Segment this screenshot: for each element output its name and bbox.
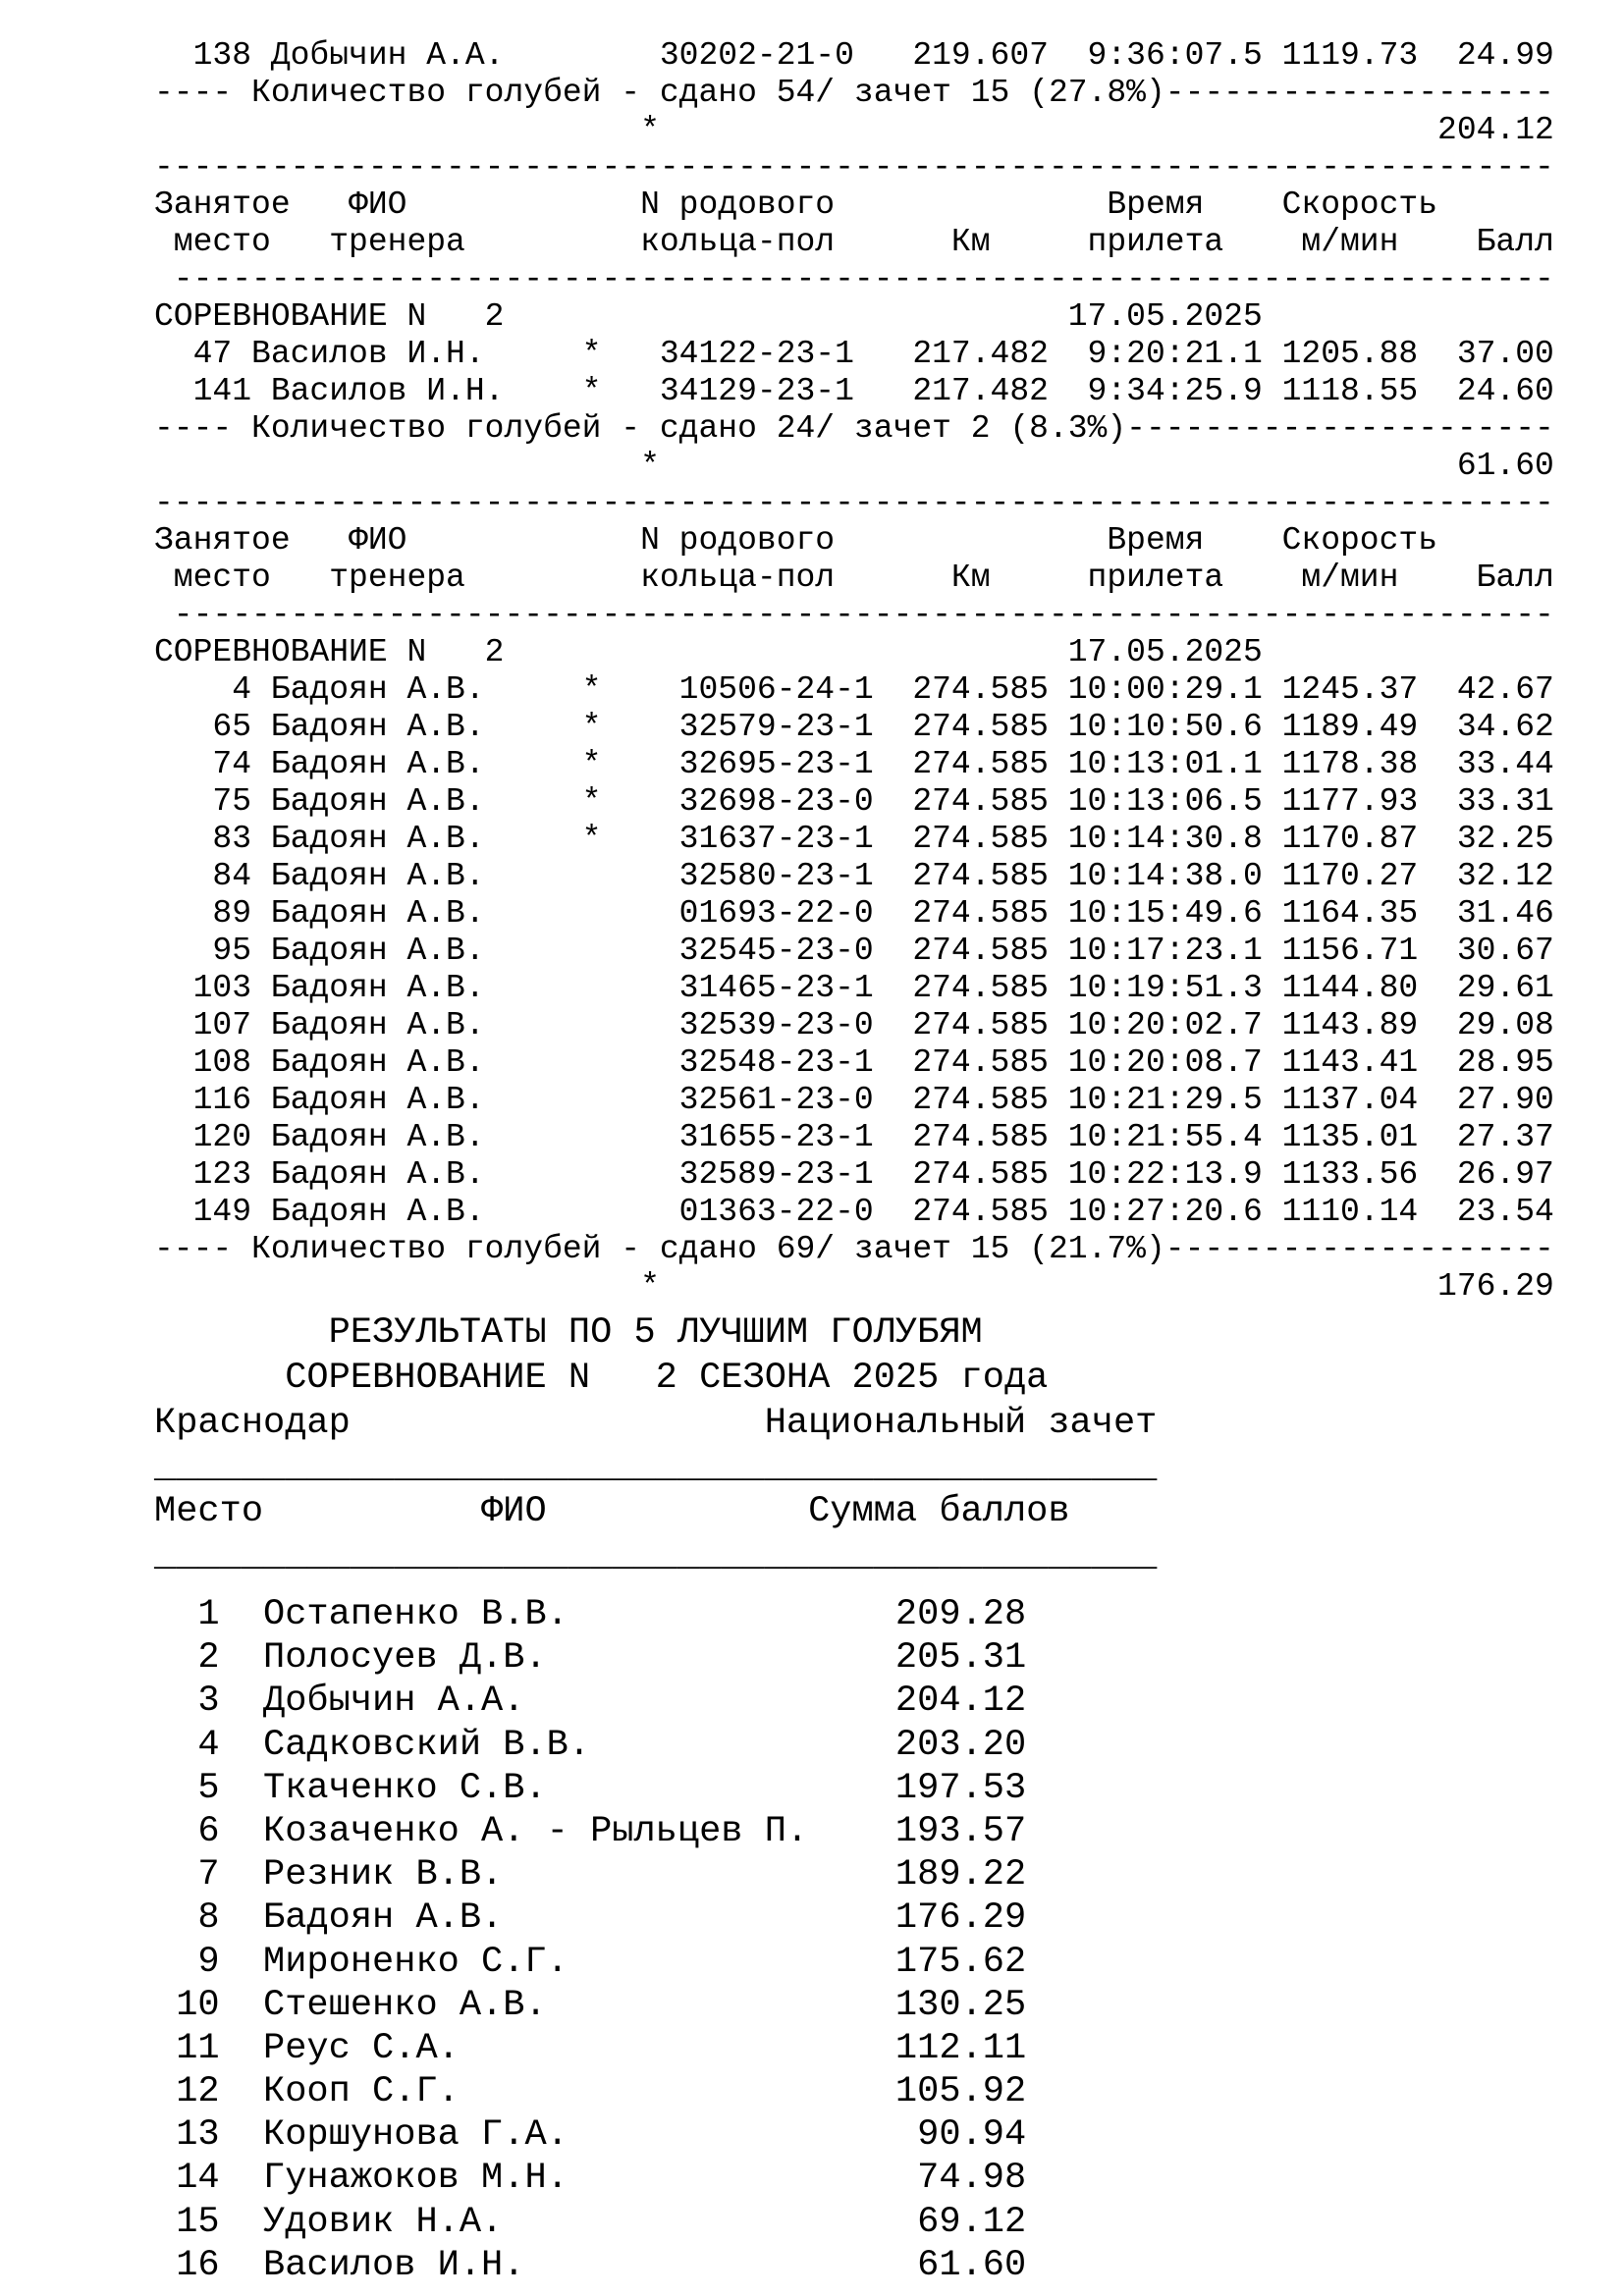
summary-rule-bottom: ______________________________________________	[154, 1535, 1158, 1576]
report-line: 75 Бадоян А.В. * 32698-23-0 274.585 10:13:06.5 1177.93 33.31	[154, 783, 1554, 820]
summary-row: 15 Удовик Н.А. 69.12	[154, 2201, 1027, 2243]
summary-row: 16 Василов И.Н. 61.60	[154, 2244, 1027, 2286]
summary-row: 10 Стешенко А.В. 130.25	[154, 1984, 1027, 2026]
report-line: 107 Бадоян А.В. 32539-23-0 274.585 10:20:02.7 1143.89 29.08	[154, 1007, 1554, 1043]
summary-header: Место ФИО Сумма баллов	[154, 1491, 1070, 1532]
summary-row: 11 Реус С.А. 112.11	[154, 2027, 1027, 2069]
report-line: 141 Василов И.Н. * 34129-23-1 217.482 9:34:25.9 1118.55 24.60	[154, 373, 1554, 409]
summary-row: 14 Гунажоков М.Н. 74.98	[154, 2158, 1027, 2200]
summary-row: 8 Бадоян А.В. 176.29	[154, 1897, 1027, 1940]
report-line: 4 Бадоян А.В. * 10506-24-1 274.585 10:00:29.1 1245.37 42.67	[154, 671, 1554, 708]
summary-row: 1 Остапенко В.В. 209.28	[154, 1594, 1027, 1635]
summary-city-line: Краснодар Национальный зачет	[154, 1403, 1158, 1444]
summary-row: 9 Мироненко С.Г. 175.62	[154, 1941, 1027, 1983]
summary-row: 2 Полосуев Д.В. 205.31	[154, 1637, 1027, 1680]
report-line: -----------------------------------------------------------------------	[154, 261, 1554, 297]
summary-rule-top: ______________________________________________	[154, 1447, 1158, 1488]
report-line: Занятое ФИО N родового Время Скорость	[154, 187, 1438, 223]
report-line: место тренера кольца-пол Км прилета м/мин Балл	[154, 560, 1554, 596]
report-line: * 204.12	[154, 112, 1554, 148]
summary-title: РЕЗУЛЬТАТЫ ПО 5 ЛУЧШИМ ГОЛУБЯМ	[154, 1312, 983, 1354]
report-line: -----------------------------------------------------------------------	[154, 597, 1554, 633]
summary-table	[154, 1593, 1157, 2287]
report-line: 65 Бадоян А.В. * 32579-23-1 274.585 10:10:50.6 1189.49 34.62	[154, 709, 1554, 745]
summary-row: 13 Коршунова Г.А. 90.94	[154, 2114, 1027, 2157]
report-line: 47 Василов И.Н. * 34122-23-1 217.482 9:20:21.1 1205.88 37.00	[154, 336, 1554, 372]
report-line: СОРЕВНОВАНИЕ N 2 17.05.2025	[154, 298, 1263, 335]
report-line: 138 Добычин А.А. 30202-21-0 219.607 9:36:07.5 1119.73 24.99	[154, 37, 1554, 74]
report-line: Занятое ФИО N родового Время Скорость	[154, 522, 1438, 559]
report-line: ------------------------------------------------------------------------	[154, 485, 1554, 521]
summary-row: 4 Садковский В.В. 203.20	[154, 1724, 1027, 1766]
report-line: ---- Количество голубей - сдано 54/ зачет 15 (27.8%)--------------------	[154, 75, 1554, 111]
report-line: ---- Количество голубей - сдано 69/ зачет 15 (21.7%)--------------------	[154, 1231, 1554, 1267]
report-line: 108 Бадоян А.В. 32548-23-1 274.585 10:20:08.7 1143.41 28.95	[154, 1044, 1554, 1081]
report-line: СОРЕВНОВАНИЕ N 2 17.05.2025	[154, 634, 1263, 670]
report-line: 149 Бадоян А.В. 01363-22-0 274.585 10:27:20.6 1110.14 23.54	[154, 1194, 1554, 1230]
report-line: 120 Бадоян А.В. 31655-23-1 274.585 10:21:55.4 1135.01 27.37	[154, 1119, 1554, 1155]
summary-row: 7 Резник В.В. 189.22	[154, 1854, 1027, 1896]
report-line: 74 Бадоян А.В. * 32695-23-1 274.585 10:13:01.1 1178.38 33.44	[154, 746, 1554, 782]
report-line: * 61.60	[154, 448, 1554, 484]
summary-gap	[154, 1577, 1157, 1593]
report-line: место тренера кольца-пол Км прилета м/мин Балл	[154, 224, 1554, 260]
report-line: 89 Бадоян А.В. 01693-22-0 274.585 10:15:49.6 1164.35 31.46	[154, 895, 1554, 932]
summary-row: 3 Добычин А.А. 204.12	[154, 1681, 1027, 1723]
summary-row: 6 Козаченко А. - Рыльцев П. 193.57	[154, 1810, 1027, 1852]
competition-report	[154, 37, 1554, 1306]
report-line: 103 Бадоян А.В. 31465-23-1 274.585 10:19:51.3 1144.80 29.61	[154, 970, 1554, 1006]
report-line: 123 Бадоян А.В. 32589-23-1 274.585 10:22:13.9 1133.56 26.97	[154, 1156, 1554, 1193]
report-line: ------------------------------------------------------------------------	[154, 149, 1554, 186]
report-line: * 176.29	[154, 1268, 1554, 1305]
report-line: ---- Количество голубей - сдано 24/ зачет 2 (8.3%)----------------------	[154, 410, 1554, 447]
summary-row: 12 Кооп С.Г. 105.92	[154, 2071, 1027, 2113]
summary-subtitle: СОРЕВНОВАНИЕ N 2 СЕЗОНА 2025 года	[154, 1358, 1049, 1399]
report-line: 84 Бадоян А.В. 32580-23-1 274.585 10:14:38.0 1170.27 32.12	[154, 858, 1554, 894]
summary-section	[154, 1310, 1157, 2287]
report-line: 116 Бадоян А.В. 32561-23-0 274.585 10:21:29.5 1137.04 27.90	[154, 1082, 1554, 1118]
report-line: 95 Бадоян А.В. 32545-23-0 274.585 10:17:23.1 1156.71 30.67	[154, 933, 1554, 969]
report-line: 83 Бадоян А.В. * 31637-23-1 274.585 10:14:30.8 1170.87 32.25	[154, 821, 1554, 857]
summary-row: 5 Ткаченко С.В. 197.53	[154, 1767, 1027, 1809]
